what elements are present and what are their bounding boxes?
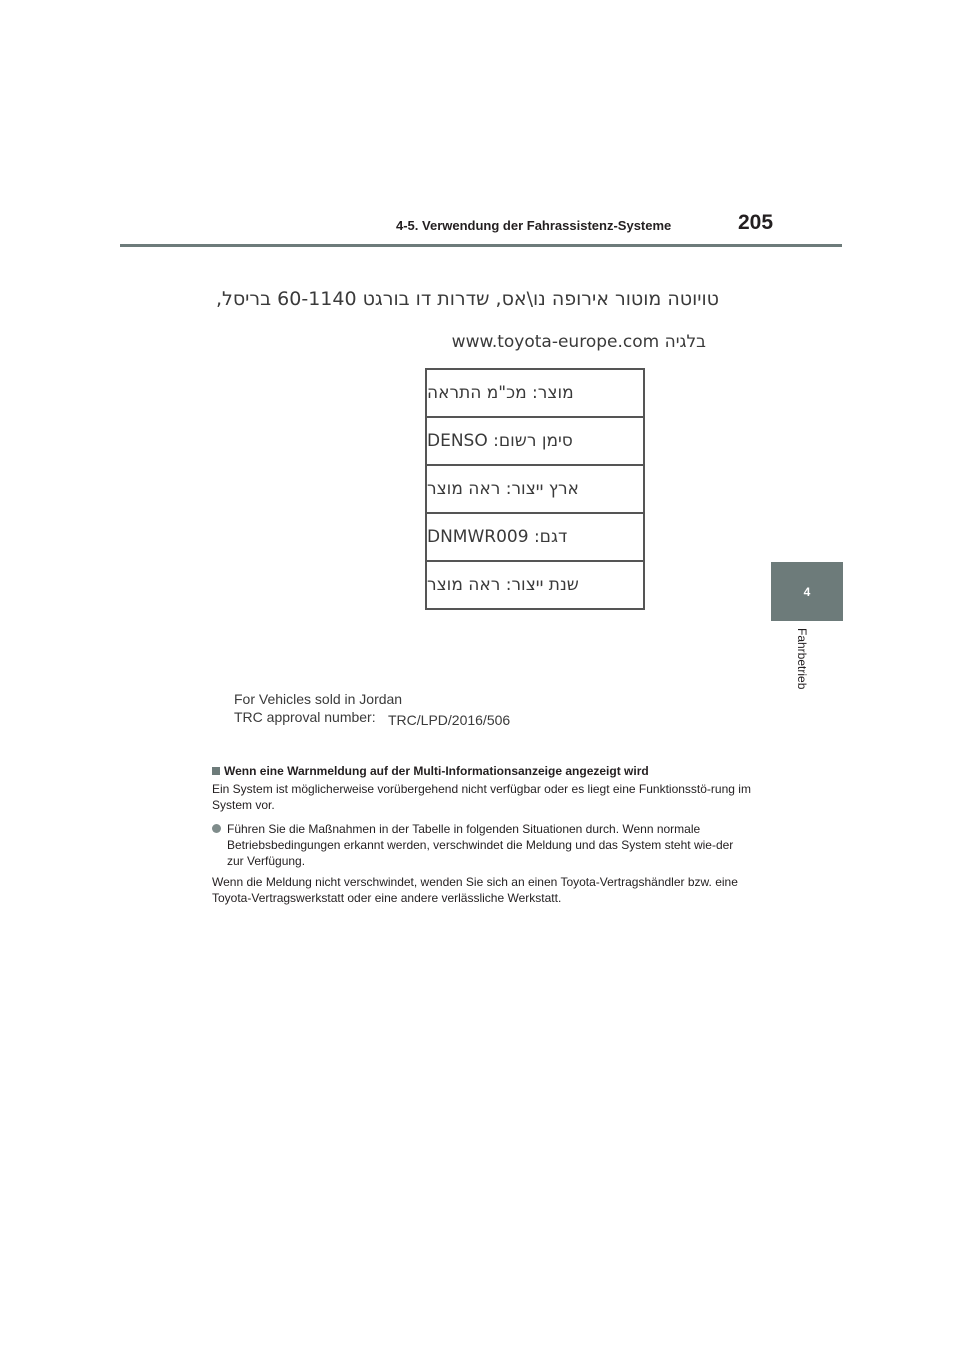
intro-paragraph: Ein System ist möglicherweise vorübergehend nicht verfügbar oder es liegt eine Funktionsstö-rung im System vor.	[212, 782, 751, 812]
registration-row: מוצר: מכ"מ התראה	[427, 370, 643, 418]
chapter-number: 4	[803, 584, 811, 599]
chapter-label: Fahrbetrieb	[795, 628, 809, 690]
registration-row: סימן רשום: DENSO	[427, 418, 643, 466]
jordan-approval-label: TRC approval number:	[234, 709, 376, 725]
closing-paragraph: Wenn die Meldung nicht verschwindet, wenden Sie sich an einen Toyota-Vertragshändler bzw. eine Toyota-Vertragswerkstatt oder eine andere verlässliche Werkstatt.	[212, 875, 738, 905]
israel-web-line: בלגיה www.toyota-europe.com	[451, 332, 706, 352]
chapter-tab	[771, 562, 843, 621]
warning-section-heading	[212, 764, 752, 778]
jordan-notice: For Vehicles sold in Jordan	[234, 691, 403, 707]
header-divider	[120, 244, 842, 247]
square-bullet-icon	[212, 767, 220, 775]
section-title: 4-5. Verwendung der Fahrassistenz-Systeme	[396, 218, 672, 233]
registration-row: דגם: DNMWR009	[427, 514, 643, 562]
heading-text: Wenn eine Warnmeldung auf der Multi-Informationsanzeige angezeigt wird	[224, 764, 649, 778]
registration-table	[425, 368, 645, 610]
bullet-text: Führen Sie die Maßnahmen in der Tabelle in folgenden Situationen durch. Wenn normale Betriebsbedingungen erkannt werden, verschwindet die Meldung und das System steht wie-der zur Verfügung.	[227, 822, 734, 868]
page-number: 205	[738, 211, 774, 234]
jordan-approval-number: TRC/LPD/2016/506	[388, 712, 511, 728]
registration-row: ארץ ייצור: ראה מוצר	[427, 466, 643, 514]
israel-address-line: טויוטה מוטור אירופה נו\אס, שדרות דו בורגט 60-1140 בריסל,	[216, 288, 719, 310]
registration-row: שנת ייצור: ראה מוצר	[427, 575, 579, 595]
list-item	[212, 821, 752, 869]
circle-bullet-icon	[212, 824, 221, 833]
